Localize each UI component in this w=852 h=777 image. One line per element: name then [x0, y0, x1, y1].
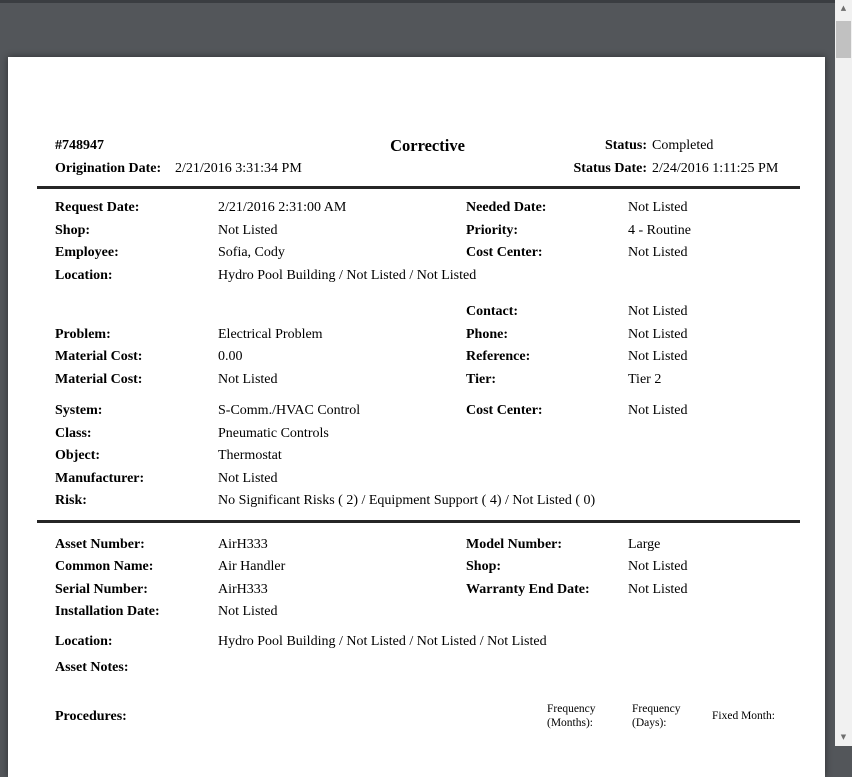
field-value: AirH333: [218, 581, 268, 597]
field-value: Not Listed: [628, 559, 688, 574]
section-asset-info: [55, 534, 800, 624]
field-value: S-Comm./HVAC Control: [218, 403, 361, 418]
field-label: Manufacturer:: [55, 470, 145, 486]
asset-notes-row: [55, 657, 800, 680]
field-row: [55, 423, 800, 446]
field-label: Object:: [55, 448, 101, 463]
field-row: [55, 400, 800, 423]
field-value: Sofia, Cody: [218, 245, 285, 260]
report-header-row-1: [55, 135, 800, 158]
field-value: Not Listed: [628, 245, 688, 260]
report-title: Corrective: [390, 136, 465, 155]
field-value: Hydro Pool Building / Not Listed / Not Listed / Not Listed: [218, 633, 547, 649]
field-row: [55, 468, 800, 491]
field-row: [55, 490, 800, 513]
field-value: Not Listed: [628, 349, 688, 364]
field-label: Risk:: [55, 493, 87, 508]
asset-location-row: [55, 631, 800, 654]
field-value: Not Listed: [628, 326, 688, 342]
field-label: Phone:: [466, 326, 508, 342]
field-row: [55, 556, 800, 579]
fixed-month-column-header: Fixed Month:: [712, 709, 775, 722]
field-label: Location:: [55, 633, 113, 649]
field-row: [55, 220, 800, 243]
field-label: Shop:: [55, 222, 91, 238]
field-value: Tier 2: [628, 371, 662, 387]
field-label: Priority:: [466, 222, 519, 238]
field-label: Serial Number:: [55, 581, 148, 597]
field-label: Class:: [55, 425, 92, 441]
status-date-label: Status Date:: [573, 160, 647, 176]
scrollbar-thumb[interactable]: [836, 21, 851, 58]
field-row: [55, 197, 800, 220]
field-value: Not Listed: [628, 403, 688, 418]
field-value: Not Listed: [218, 371, 278, 387]
field-label: System:: [55, 403, 103, 418]
procedures-header-row: [55, 702, 800, 736]
field-row: [55, 346, 800, 369]
frequency-days-column-header: Frequency (Days):: [632, 702, 681, 729]
section-system-info: [55, 400, 800, 513]
field-row: [55, 601, 800, 624]
field-value: 0.00: [218, 349, 243, 364]
field-row: [55, 369, 800, 392]
field-value: 2/21/2016 2:31:00 AM: [218, 200, 347, 215]
field-value: Not Listed: [218, 222, 278, 238]
procedures-label: Procedures:: [55, 708, 127, 724]
field-label: Asset Number:: [55, 536, 145, 552]
field-value: Not Listed: [628, 581, 688, 597]
window-top-edge: [0, 0, 835, 3]
section-problem-info: [55, 301, 800, 391]
field-label: Employee:: [55, 245, 119, 260]
field-value: Thermostat: [218, 448, 282, 463]
field-label: Problem:: [55, 326, 111, 342]
section-divider: [37, 186, 800, 189]
field-label: Reference:: [466, 349, 531, 364]
field-value: AirH333: [218, 536, 268, 552]
section-request-info: [55, 197, 800, 287]
field-value: Hydro Pool Building / Not Listed / Not Listed: [218, 267, 477, 283]
field-label: Material Cost:: [55, 349, 143, 364]
field-value: Not Listed: [218, 604, 278, 619]
field-label: Material Cost:: [55, 371, 143, 387]
field-label: Installation Date:: [55, 604, 160, 619]
vertical-scrollbar[interactable]: [835, 0, 852, 746]
field-label: Contact:: [466, 304, 519, 319]
report-page: [8, 57, 825, 777]
field-row: [55, 534, 800, 557]
status-value: Completed: [652, 138, 714, 153]
field-label: Cost Center:: [466, 245, 543, 260]
field-label: Cost Center:: [466, 403, 543, 418]
field-label: Asset Notes:: [55, 660, 129, 675]
origination-date-label: Origination Date:: [55, 160, 162, 176]
field-value: Pneumatic Controls: [218, 425, 329, 441]
scroll-down-arrow-icon[interactable]: ▼: [840, 733, 847, 741]
frequency-months-column-header: Frequency (Months):: [547, 702, 596, 729]
scroll-up-arrow-icon[interactable]: ▲: [840, 4, 847, 12]
status-date-value: 2/24/2016 1:11:25 PM: [652, 160, 779, 176]
field-value: Large: [628, 536, 661, 552]
field-value: Air Handler: [218, 559, 286, 574]
field-label: Common Name:: [55, 559, 154, 574]
field-row: [55, 324, 800, 347]
field-row: [55, 265, 800, 288]
work-order-number: #748947: [55, 138, 104, 153]
field-label: Request Date:: [55, 200, 140, 215]
field-row: [55, 579, 800, 602]
field-label: Warranty End Date:: [466, 581, 590, 597]
field-value: 4 - Routine: [628, 222, 691, 238]
field-label: Location:: [55, 267, 113, 283]
report-header-row-2: [55, 158, 800, 181]
field-value: No Significant Risks ( 2) / Equipment Support ( 4) / Not Listed ( 0): [218, 493, 596, 508]
field-value: Not Listed: [628, 200, 688, 215]
field-row: [55, 242, 800, 265]
field-row: [55, 301, 800, 324]
field-label: Model Number:: [466, 536, 563, 552]
field-row: [55, 445, 800, 468]
origination-date-value: 2/21/2016 3:31:34 PM: [175, 160, 302, 176]
field-value: Not Listed: [628, 304, 688, 319]
status-label: Status:: [604, 138, 647, 153]
field-label: Tier:: [466, 371, 497, 387]
field-value: Not Listed: [218, 470, 278, 486]
page-top-margin: [55, 57, 800, 135]
field-value: Electrical Problem: [218, 326, 323, 342]
field-label: Shop:: [466, 559, 502, 574]
section-divider: [37, 520, 800, 523]
field-label: Needed Date:: [466, 200, 547, 215]
